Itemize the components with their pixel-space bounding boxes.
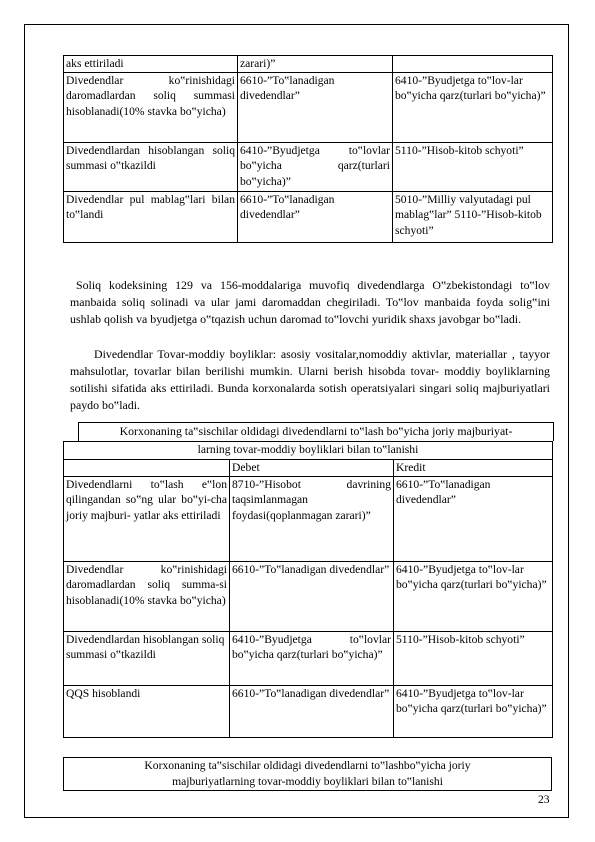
journal-table-2: [63, 441, 553, 738]
table-cell: 6410-”Byudjetga to‟lov-lar bo‟yicha qarz(turlari bo‟yicha)”: [394, 561, 553, 631]
table-cell: Divedendlar ko‟rinishidagi daromadlardan soliq summasi hisoblanadi(10% stavka bo‟yicha): [64, 72, 238, 142]
table-cell: Divedendlarni to‟lash e‟lon qilingandan so‟ng ular bo‟yi-cha joriy majburi- yatlar aks ettiriladi: [64, 476, 230, 561]
table-3-caption: [64, 758, 552, 791]
table-cell: QQS hisoblandi: [64, 685, 230, 737]
journal-table-1: [63, 55, 553, 243]
table-row: [64, 631, 553, 685]
table-cell: zarari)”: [238, 56, 393, 73]
table-cell: 6410-”Byudjetga to‟lovlar bo‟yicha qarz(turlari bo‟yicha)”: [230, 631, 394, 685]
table-cell: 6610-”To‟lanadigan divedendlar”: [230, 561, 394, 631]
table-cell: [393, 56, 553, 73]
table-cell: Divedendlardan hisoblangan soliq summasi o‟tkazildi: [64, 631, 230, 685]
paragraph-dividends-goods: Divedendlar Tovar-moddiy boyliklar: asosiy vositalar,nomoddiy aktivlar, materiallar , tayyor mahsulotlar, tovarlar bilan berilishi mumkin. Ularni berish hisobda tovar- moddiy boyliklarning sotilishi sifatida aks ettiriladi. Bunda korxonalarda sotish operatsiyalari singari soliq majburiyatlari paydo bo‟ladi.: [70, 347, 550, 412]
paragraph-tax-code: Soliq kodeksining 129 va 156-moddalariga muvofiq divedendlarga O‟zbekistondagi to‟lov manbaida soliq solinadi va ular jami daromaddan chegiriladi. To‟lov manbaida foyda solig‟ini ushlab qolish va byudjetga o‟tqazish uchun daromad to‟lovchi yuridik shaxs javobgar bo‟ladi.: [70, 278, 550, 326]
table-3-caption-line-1: Korxonaning ta‟sischilar oldidagi divedendlarni to‟lashbo‟yicha joriy: [144, 759, 471, 772]
table-caption-row: [64, 442, 553, 460]
table-row: [64, 191, 553, 242]
table-row: [64, 142, 553, 191]
table-cell: aks ettiriladi: [64, 56, 238, 73]
table-cell: 5110-”Hisob-kitob schyoti”: [393, 142, 553, 191]
table-cell: 6610-”To‟lanadigan divedendlar”: [238, 191, 393, 242]
table-2-caption: Korxonaning ta‟sischilar oldidagi divedendlarni to‟lash bo‟yicha joriy majburiyat-: [78, 422, 554, 441]
table-header-row: [64, 460, 553, 477]
table-row: [64, 72, 553, 142]
table-cell: 6410-”Byudjetga to‟lov-lar bo‟yicha qarz(turlari bo‟yicha)”: [393, 72, 553, 142]
table-row: [64, 56, 553, 73]
table-3-caption-box: [63, 757, 552, 791]
column-header: [64, 460, 230, 477]
table-cell: 8710-”Hisobot davrining taqsimlanmagan foydasi(qoplanmagan zarari)”: [230, 476, 394, 561]
table-cell: 6610-”To‟lanadigan divedendlar”: [394, 476, 553, 561]
table-3-caption-line-2: majburiyatlarning tovar-moddiy boyliklari bilan to‟lanishi: [172, 775, 443, 788]
column-header-kredit: Kredit: [394, 460, 553, 477]
table-row: [64, 685, 553, 737]
table-cell: Divedendlar ko‟rinishidagi daromadlardan soliq summa-si hisoblanadi(10% stavka bo‟yicha): [64, 561, 230, 631]
table-cell: 5010-”Milliy valyutadagi pul mablag‟lar” 5110-”Hisob-kitob schyoti”: [393, 191, 553, 242]
table-cell: 5110-”Hisob-kitob schyoti”: [394, 631, 553, 685]
table-cell: Divedendlar pul mablag‟lari bilan to‟landi: [64, 191, 238, 242]
table-row: [64, 476, 553, 561]
table-caption-line-2: larning tovar-moddiy boyliklari bilan to‟lanishi: [64, 442, 553, 460]
table-cell: 6410-”Byudjetga to‟lov-lar bo‟yicha qarz(turlari bo‟yicha)”: [394, 685, 553, 737]
table-cell: 6610-”To‟lanadigan divedendlar”: [230, 685, 394, 737]
table-cell: 6610-”To‟lanadigan divedendlar”: [238, 72, 393, 142]
table-cell: 6410-”Byudjetga to‟lovlar bo‟yicha qarz(turlari bo‟yicha)”: [238, 142, 393, 191]
page-number: 23: [538, 793, 550, 806]
column-header-debet: Debet: [230, 460, 394, 477]
table-cell: Divedendlardan hisoblangan soliq summasi o‟tkazildi: [64, 142, 238, 191]
table-row: [64, 561, 553, 631]
